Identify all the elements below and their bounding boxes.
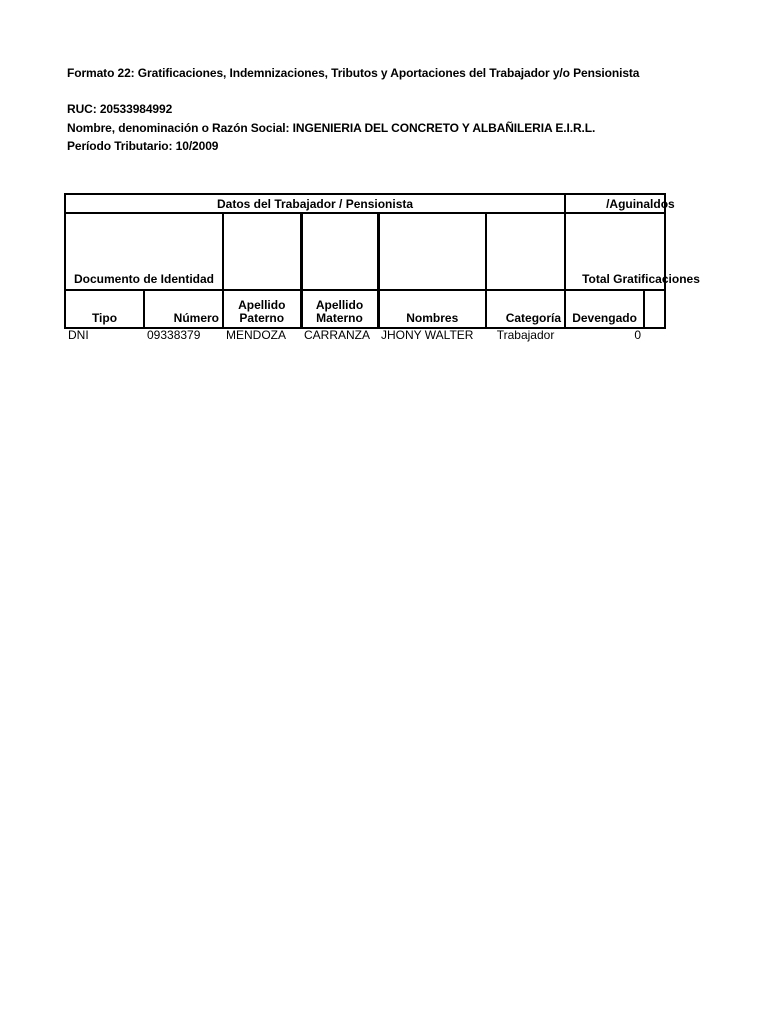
blank-header-cell-4: [486, 213, 565, 290]
cell-apellido-paterno: MENDOZA: [226, 328, 286, 342]
cell-next: [644, 328, 665, 343]
cell-tipo: DNI: [68, 328, 89, 342]
cell-devengado: 0: [634, 328, 642, 342]
group-header-aguinaldos: /Aguinaldos: [565, 194, 665, 213]
subheader-row: [65, 213, 665, 290]
razon-social-line: Nombre, denominación o Razón Social: INGENIERIA DEL CONCRETO Y ALBAÑILERIA E.I.R.L.: [67, 121, 596, 135]
col-header-nombres: Nombres: [378, 290, 486, 328]
col-header-next: [644, 290, 665, 328]
col-header-numero: Número: [144, 290, 223, 328]
periodo-line: Período Tributario: 10/2009: [67, 139, 219, 153]
col-header-apellido-materno: Apellido Materno: [301, 290, 378, 328]
total-gratificaciones-header: Total Gratificaciones: [565, 213, 665, 290]
doc-identidad-header: Documento de Identidad: [65, 213, 223, 290]
column-header-row: [65, 290, 665, 328]
blank-header-cell-2: [301, 213, 378, 290]
cell-categoria: Trabajador: [496, 328, 555, 342]
col-header-devengado: Devengado: [565, 290, 644, 328]
workers-table: [64, 193, 700, 343]
blank-header-cell-3: [378, 213, 486, 290]
blank-header-cell-1: [223, 213, 301, 290]
col-header-categoria: Categoría: [486, 290, 565, 328]
document-title: Formato 22: Gratificaciones, Indemnizaciones, Tributos y Aportaciones del Trabajador y/o Pensionista: [67, 66, 640, 80]
cell-apellido-materno: CARRANZA: [304, 328, 371, 342]
ruc-line: RUC: 20533984992: [67, 102, 173, 116]
col-header-tipo: Tipo: [65, 290, 144, 328]
group-header-datos: Datos del Trabajador / Pensionista: [65, 194, 565, 213]
cell-numero: 09338379: [147, 328, 201, 342]
group-header-row: [65, 194, 665, 213]
cell-nombres: JHONY WALTER: [381, 328, 474, 342]
table-row: [65, 328, 665, 343]
col-header-apellido-paterno: Apellido Paterno: [223, 290, 301, 328]
